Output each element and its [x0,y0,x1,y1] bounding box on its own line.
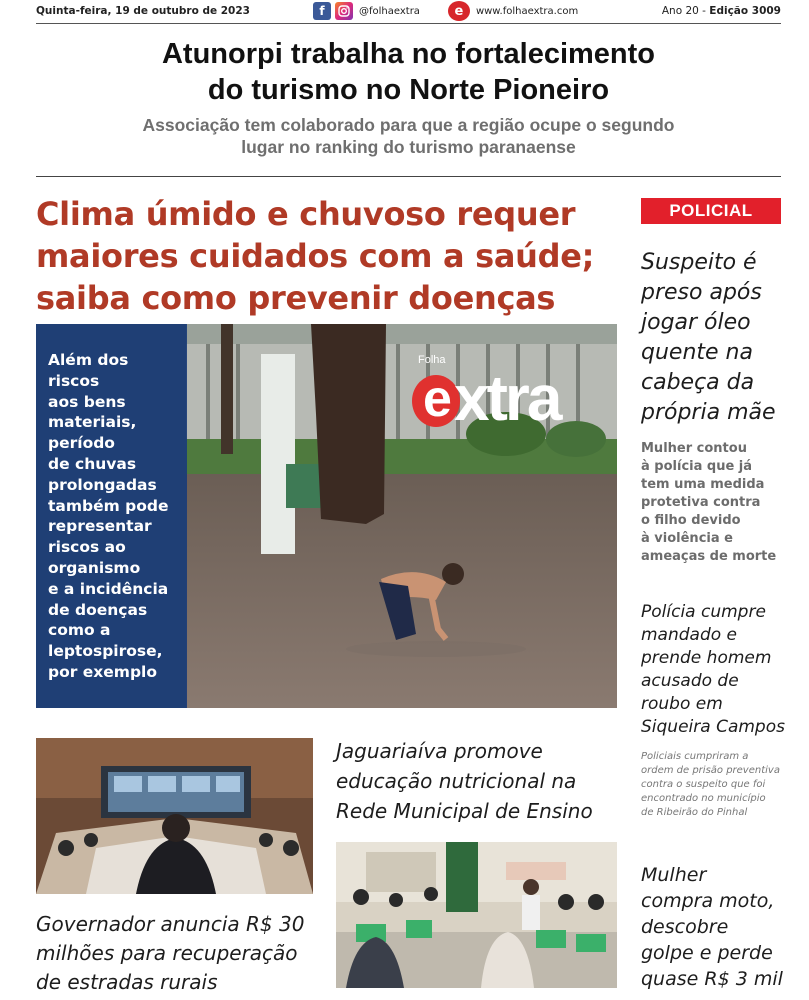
masthead-bar [36,0,781,22]
photo-caption: Além dos riscos aos bens materiais, período de chuvas prolongadas também pode representar riscos ao organismo e a incidência de doenças como a leptospirose, por exemplo [36,324,187,708]
section-divider [36,176,781,177]
website-link[interactable] [448,1,578,21]
governor-story-headline[interactable]: Governador anuncia R$ 30 milhões para recuperação de estradas rurais [36,912,305,994]
police-story-2-subhead: Policiais cumpriram a ordem de prisão preventiva contra o suspeito que foi encontrado no município de Ribeirão do Pinhal [641,751,780,818]
police-story-1-headline[interactable]: Suspeito é preso após jogar óleo quente na cabeça da própria mãe [641,250,776,425]
main-subhead: Associação tem colaborado para que a região ocupe o segundo lugar no ranking do turismo paranaense [142,115,675,157]
meeting-room-image [36,738,313,894]
main-headline[interactable]: Atunorpi trabalha no fortalecimento do turismo no Norte Pioneiro [161,38,656,106]
issue-date: Quinta-feira, 19 de outubro de 2023 [36,5,250,17]
section-label-policial[interactable]: POLICIAL [641,198,781,224]
flood-photo[interactable]: Folha extra Além dos riscos aos bens materiais, período de chuvas prolongadas também pode representar riscos ao organismo e a incidência de doenças como a leptospirose, por exemplo [36,324,617,708]
social-handle[interactable]: @folhaextra [359,5,420,17]
classroom-photo[interactable] [336,842,617,988]
police-story-3-headline[interactable]: Mulher compra moto, descobre golpe e perde quase R$ 3 mil [641,864,783,990]
facebook-icon[interactable]: f [313,2,331,20]
issue-number: Ano 20 - Edição 3009 [661,5,781,17]
extra-logo-icon: e [448,1,470,21]
police-story-2-headline[interactable]: Polícia cumpre mandado e prende homem acusado de roubo em Siqueira Campos [641,602,785,737]
website-url[interactable]: www.folhaextra.com [475,5,579,17]
main-story[interactable] [36,36,781,158]
instagram-icon[interactable] [335,2,353,20]
police-story-1-subhead: Mulher contou à polícia que já tem uma medida protetiva contra o filho devido à violência e ameaças de morte [641,441,777,564]
governor-meeting-photo[interactable] [36,738,313,894]
top-divider [36,23,781,24]
classroom-image [336,842,617,988]
social-links [313,2,420,20]
lead-headline[interactable]: Clima úmido e chuvoso requer maiores cuidados com a saúde; saiba como prevenir doenças [36,195,595,317]
nutrition-story-headline[interactable]: Jaguariaíva promove educação nutricional na Rede Municipal de Ensino [336,739,593,823]
